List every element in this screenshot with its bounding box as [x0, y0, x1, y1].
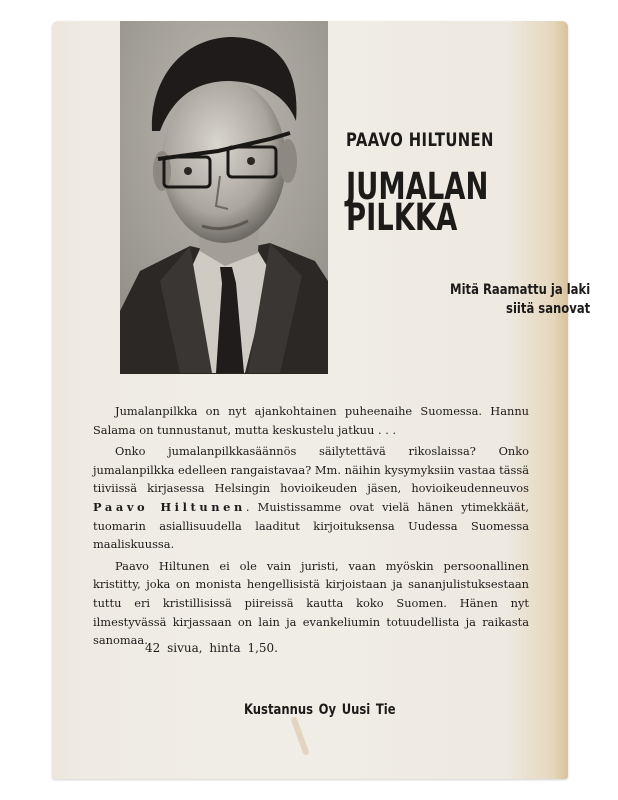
blurb-p2-before: Onko jumalanpilkkasäännös säilytettävä rikoslaissa? Onko jumalanpilkka edelleen rangaistavaa? Mm. näihin kysymyksiin vastaa tässä tiiviissä kirjasessa Helsingin hovioikeuden jäsen, hovioikeudenneuvos: [93, 444, 529, 496]
book-subtitle: [370, 281, 590, 319]
subtitle-line-2: siitä sanovat: [505, 301, 590, 317]
publisher-name: Kustannus Oy Uusi Tie: [244, 702, 396, 718]
author-name: PAAVO HILTUNEN: [346, 129, 494, 151]
title-line-2: PILKKA: [346, 196, 458, 239]
portrait-icon: [120, 21, 328, 373]
book-title: [346, 165, 489, 239]
blurb-paragraph-3: Paavo Hiltunen ei ole vain juristi, vaan myöskin persoonallinen kristitty, joka on monista hengellisistä kirjoistaan ja sananjulistuksestaan tuttu eri kristillisissä piireissä kautta koko Suomen. Hänen nyt ilmestyvässä kirjassaan on lain ja evankeliumin totuudellista ja raikasta sanomaa.: [93, 558, 529, 648]
blurb-p2-after: . Muistissamme ovat vielä hänen ytimekkäät, tuomarin asiallisuudella laaditut kirjoituksensa Uudessa Suomessa maaliskuussa.: [93, 499, 530, 552]
blurb-paragraph-2: [93, 442, 529, 554]
title-line-1: JUMALAN: [346, 165, 489, 208]
author-portrait-photo: [120, 21, 328, 374]
book-back-cover: [52, 21, 590, 779]
author-name-inline: Paavo Hiltunen: [93, 499, 246, 514]
page-count-and-price: 42 sivua, hinta 1,50.: [145, 641, 278, 655]
blurb-paragraph-1: Jumalanpilkka on nyt ajankohtainen puheenaihe Suomessa. Hannu Salama on tunnustanut, mutta keskustelu jatkuu . . .: [93, 404, 529, 437]
paper-stain: [290, 716, 309, 756]
blurb-text: [93, 402, 529, 653]
subtitle-line-1: Mitä Raamattu ja laki: [449, 282, 590, 298]
